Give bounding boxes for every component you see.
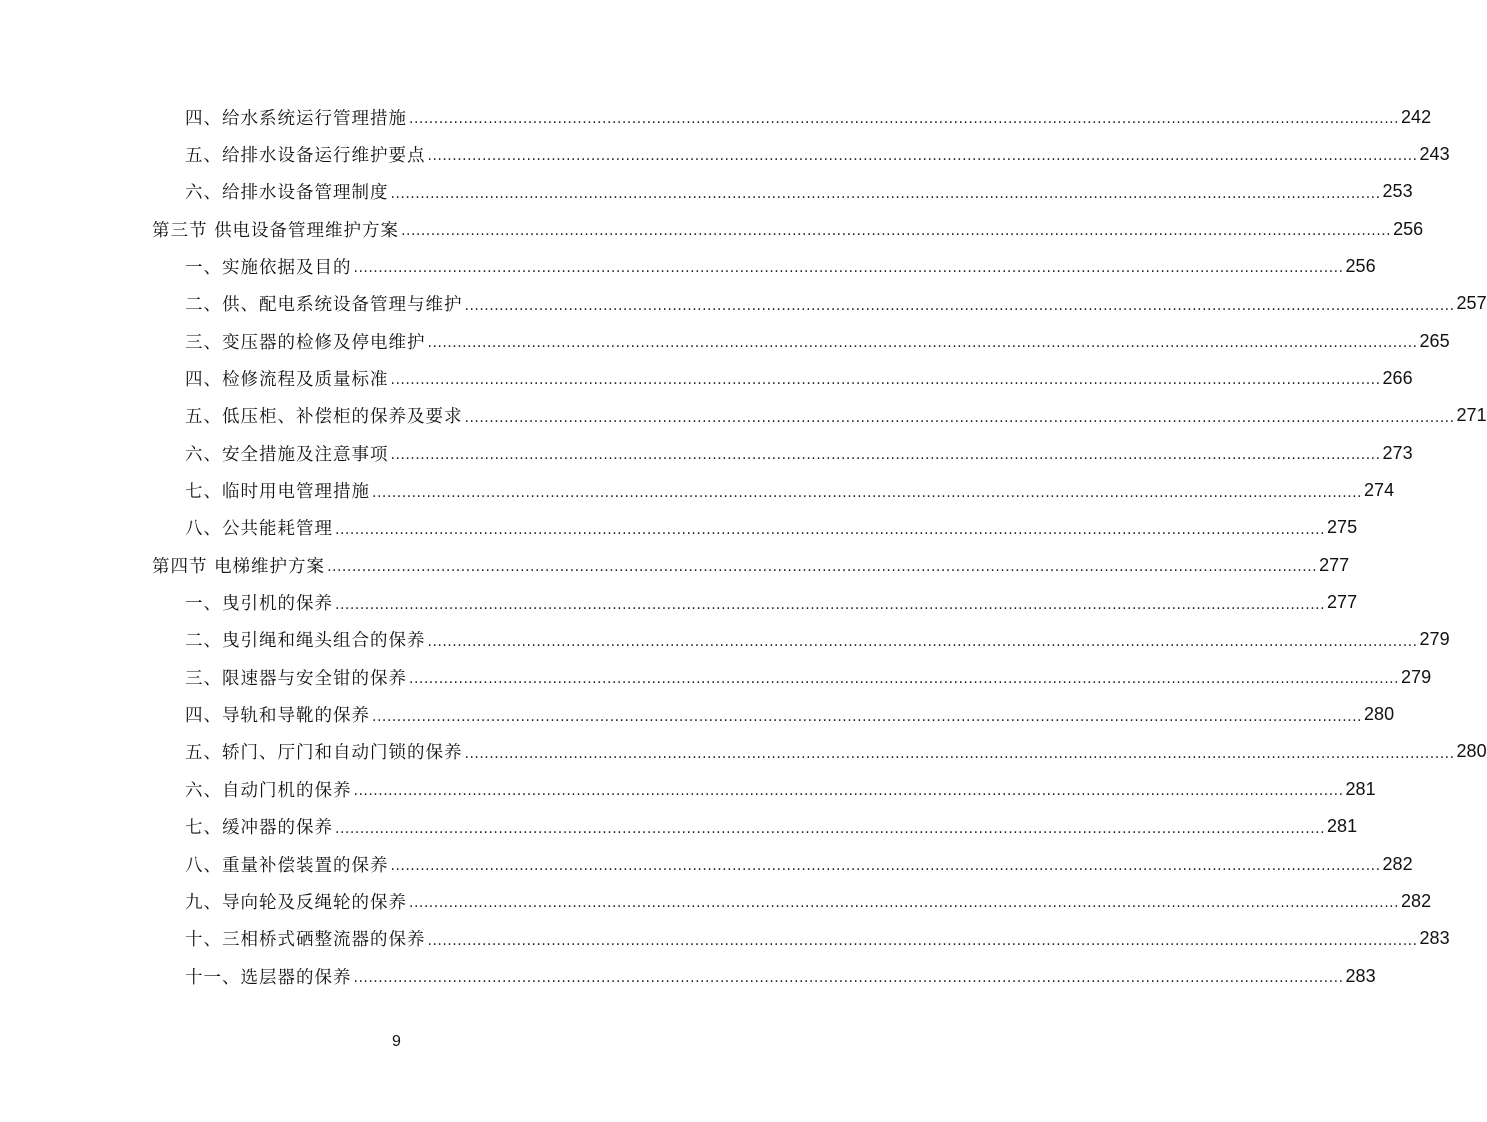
toc-entry[interactable] (185, 326, 1450, 356)
toc-entry-title: 六、自动门机的保养 (185, 780, 352, 801)
toc-entry-title: 五、轿门、厅门和自动门锁的保养 (185, 743, 463, 764)
toc-entry-page: 280 (1364, 704, 1395, 725)
toc-entry[interactable] (185, 588, 1358, 618)
toc-entry-page: 273 (1382, 442, 1413, 463)
toc-entry-page: 280 (1456, 741, 1487, 762)
toc-entry-page: 279 (1419, 629, 1450, 650)
toc-entry-page: 256 (1393, 218, 1424, 239)
toc-entry-page: 275 (1327, 517, 1358, 538)
toc-entry-page: 266 (1382, 367, 1413, 388)
toc-entry-page: 257 (1456, 293, 1487, 314)
toc-entry-title: 二、曳引绳和绳头组合的保养 (185, 631, 426, 652)
leader-dots: ........................................................................................................................................................................................................ (335, 820, 1326, 837)
toc-entry[interactable] (185, 177, 1413, 207)
toc-entry-title: 七、缓冲器的保养 (185, 818, 333, 839)
leader-dots: ........................................................................................................................................................................................................ (427, 148, 1418, 165)
toc-entry-title: 八、重量补偿装置的保养 (185, 855, 389, 876)
toc-entry-title: 四、检修流程及质量标准 (185, 369, 389, 390)
toc-entry-page: 277 (1327, 592, 1358, 613)
leader-dots: ........................................................................................................................................................................................................ (390, 185, 1381, 202)
leader-dots: ........................................................................................................................................................................................................ (353, 970, 1344, 987)
page-number: 9 (392, 1033, 401, 1050)
toc-entry[interactable] (185, 251, 1376, 281)
toc-entry-page: 277 (1319, 554, 1350, 575)
toc-entry-page: 256 (1345, 255, 1376, 276)
leader-dots: ........................................................................................................................................................................................................ (353, 260, 1344, 277)
toc-entry-page: 283 (1419, 928, 1450, 949)
toc-entry[interactable] (185, 625, 1450, 655)
leader-dots: ........................................................................................................................................................................................................ (427, 932, 1418, 949)
leader-dots: ........................................................................................................................................................................................................ (372, 484, 1363, 501)
toc-entry-page: 281 (1345, 778, 1376, 799)
toc-entry-title: 三、限速器与安全钳的保养 (185, 668, 407, 689)
leader-dots: ........................................................................................................................................................................................................ (390, 858, 1381, 874)
leader-dots: ........................................................................................................................................................................................................ (464, 745, 1455, 762)
leader-dots: ........................................................................................................................................................................................................ (427, 335, 1418, 352)
toc-entry-title: 第三节 供电设备管理维护方案 (152, 220, 400, 241)
toc-entry-title: 五、低压柜、补偿柜的保养及要求 (185, 407, 463, 428)
leader-dots: ........................................................................................................................................................................................................ (409, 671, 1400, 688)
leader-dots: ........................................................................................................................................................................................................ (409, 895, 1400, 912)
toc-entry-page: 243 (1419, 143, 1450, 164)
leader-dots: ........................................................................................................................................................................................................ (401, 223, 1392, 240)
toc-entry-page: 242 (1401, 106, 1432, 127)
toc-entry-title: 四、导轨和导靴的保养 (185, 706, 370, 727)
toc-entry[interactable] (185, 700, 1395, 730)
leader-dots: ........................................................................................................................................................................................................ (353, 783, 1344, 800)
toc-entry[interactable] (185, 139, 1450, 169)
toc-entry[interactable] (185, 737, 1487, 767)
leader-dots: ........................................................................................................................................................................................................ (335, 596, 1326, 613)
toc-entry-title: 一、实施依据及目的 (185, 257, 352, 278)
toc-entry-page: 282 (1382, 853, 1413, 874)
toc-entry[interactable] (185, 476, 1395, 506)
toc-entry-title: 十一、选层器的保养 (185, 967, 352, 988)
toc-section-entry[interactable] (152, 214, 1424, 244)
toc-entry[interactable] (185, 513, 1358, 543)
toc-entry[interactable] (185, 961, 1376, 991)
toc-entry[interactable] (185, 438, 1413, 468)
toc-entry[interactable] (185, 102, 1432, 132)
toc-entry-title: 二、供、配电系统设备管理与维护 (185, 295, 463, 316)
leader-dots: ........................................................................................................................................................................................................ (409, 111, 1400, 127)
leader-dots: ........................................................................................................................................................................................................ (390, 372, 1381, 389)
toc-entry-title: 七、临时用电管理措施 (185, 482, 370, 502)
toc-entry-title: 一、曳引机的保养 (185, 594, 333, 615)
leader-dots: ........................................................................................................................................................................................................ (390, 447, 1381, 464)
toc-entry-page: 282 (1401, 890, 1432, 911)
toc-entry[interactable] (185, 363, 1413, 393)
toc-entry-title: 三、变压器的检修及停电维护 (185, 332, 426, 353)
toc-entry-page: 253 (1382, 181, 1413, 202)
toc-entry[interactable] (185, 774, 1376, 804)
toc-entry-title: 四、给水系统运行管理措施 (185, 108, 407, 129)
toc-entry[interactable] (185, 401, 1487, 431)
toc-entry-page: 281 (1327, 816, 1358, 837)
toc-entry[interactable] (185, 924, 1450, 954)
toc-entry-title: 六、给排水设备管理制度 (185, 183, 389, 204)
toc-entry-page: 274 (1364, 480, 1395, 500)
toc-entry[interactable] (185, 662, 1432, 692)
leader-dots: ........................................................................................................................................................................................................ (464, 297, 1455, 314)
toc-entry[interactable] (185, 812, 1358, 842)
toc-entry-title: 九、导向轮及反绳轮的保养 (185, 892, 407, 913)
toc-entry-title: 五、给排水设备运行维护要点 (185, 145, 426, 166)
toc-entry[interactable] (185, 886, 1432, 916)
toc-section-entry[interactable] (152, 550, 1350, 580)
leader-dots: ........................................................................................................................................................................................................ (372, 708, 1363, 725)
toc-entry[interactable] (185, 289, 1487, 319)
leader-dots: ........................................................................................................................................................................................................ (335, 521, 1326, 538)
toc-entry-page: 279 (1401, 666, 1432, 687)
leader-dots: ........................................................................................................................................................................................................ (464, 409, 1455, 426)
toc-entry-title: 十、三相桥式硒整流器的保养 (185, 930, 426, 951)
toc-entry[interactable] (185, 849, 1413, 879)
toc-entry-title: 八、公共能耗管理 (185, 519, 333, 540)
toc-entry-page: 271 (1456, 405, 1487, 426)
toc-entry-title: 六、安全措施及注意事项 (185, 444, 389, 465)
leader-dots: ........................................................................................................................................................................................................ (427, 633, 1418, 650)
toc-entry-page: 283 (1345, 965, 1376, 986)
toc-entry-title: 第四节 电梯维护方案 (152, 556, 326, 577)
leader-dots: ........................................................................................................................................................................................................ (327, 559, 1318, 576)
toc-entry-page: 265 (1419, 330, 1450, 351)
